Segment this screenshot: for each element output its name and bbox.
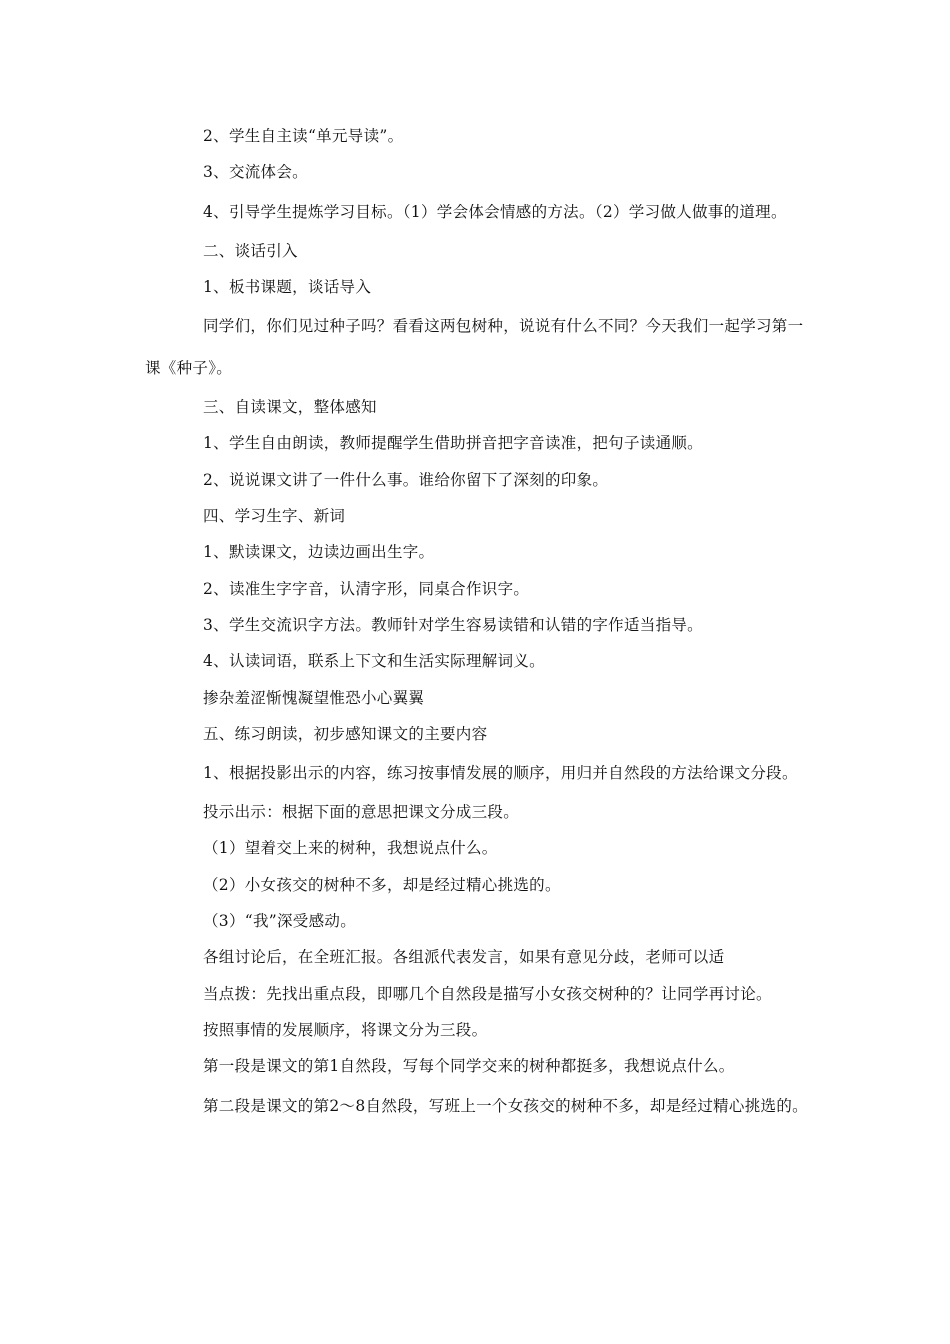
section-heading: 五、练习朗读，初步感知课文的主要内容 (203, 724, 488, 743)
paragraph: 3、交流体会。 (203, 163, 308, 182)
paragraph: 4、认读词语，联系上下文和生活实际理解词义。 (203, 652, 545, 671)
paragraph: 2、说说课文讲了一件什么事。谁给你留下了深刻的印象。 (203, 470, 609, 489)
paragraph: 1、学生自由朗读，教师提醒学生借助拼音把字音读准，把句子读通顺。 (203, 434, 703, 453)
paragraph: 1、板书课题，谈话导入 (203, 277, 372, 296)
document-body (145, 118, 809, 1127)
paragraph: 2、读准生字字音，认清字形，同桌合作识字。 (203, 579, 530, 598)
section-heading: 三、自读课文，整体感知 (203, 398, 377, 417)
paragraph: 第一段是课文的第1自然段，写每个同学交来的树种都挺多，我想说点什么。 (203, 1057, 735, 1076)
paragraph: 各组讨论后，在全班汇报。各组派代表发言，如果有意见分歧，老师可以适 (203, 948, 725, 967)
paragraph: 同学们，你们见过种子吗？看看这两包树种，说说有什么不同？今天我们一起学习第一课《种子》。 (145, 317, 804, 378)
paragraph: 第二段是课文的第2～8自然段，写班上一个女孩交的树种不多，却是经过精心挑选的。 (203, 1096, 808, 1115)
paragraph: 1、默读课文，边读边画出生字。 (203, 543, 435, 562)
section-heading: 四、学习生字、新词 (203, 507, 346, 526)
paragraph: 按照事情的发展顺序，将课文分为三段。 (203, 1020, 488, 1039)
list-item: （2）小女孩交的树种不多，却是经过精心挑选的。 (203, 875, 561, 894)
vocabulary-list: 掺杂羞涩惭愧凝望惟恐小心翼翼 (203, 688, 425, 707)
paragraph: 4、引导学生提炼学习目标。（1）学会体会情感的方法。（2）学习做人做事的道理。 (203, 202, 787, 221)
list-item: （3）“我”深受感动。 (203, 912, 357, 931)
paragraph: 投示出示：根据下面的意思把课文分成三段。 (203, 803, 520, 822)
paragraph: 3、学生交流识字方法。教师针对学生容易读错和认错的字作适当指导。 (203, 615, 703, 634)
section-heading: 二、谈话引入 (203, 241, 298, 260)
paragraph: 2、学生自主读“单元导读”。 (203, 127, 404, 145)
paragraph: 当点拨：先找出重点段，即哪几个自然段是描写小女孩交树种的？让同学再讨论。 (203, 984, 772, 1003)
paragraph: 1、根据投影出示的内容，练习按事情发展的顺序，用归并自然段的方法给课文分段。 (203, 764, 798, 783)
list-item: （1）望着交上来的树种，我想说点什么。 (203, 839, 498, 858)
